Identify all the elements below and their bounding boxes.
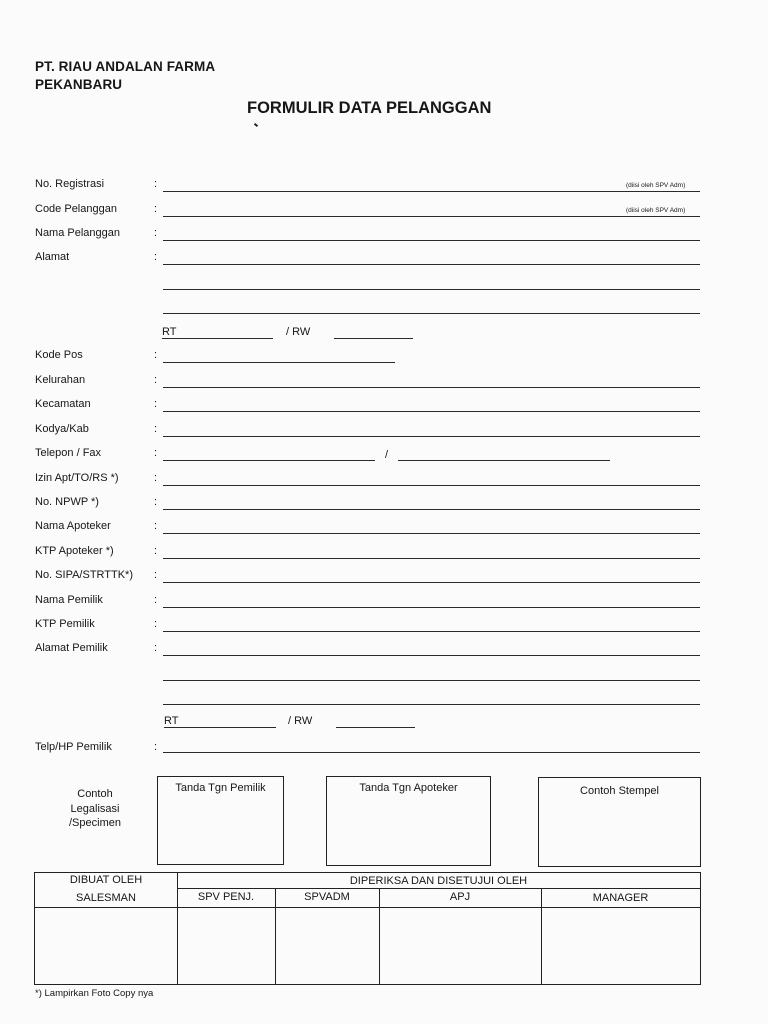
field-colon: : bbox=[154, 496, 158, 508]
field-input-line[interactable] bbox=[163, 533, 700, 534]
company-city: PEKANBARU bbox=[35, 77, 123, 92]
field-colon: : bbox=[154, 349, 158, 361]
owner-signature-box[interactable] bbox=[157, 776, 284, 865]
field-label: Nama Apoteker bbox=[35, 520, 111, 532]
field-input-line[interactable] bbox=[163, 558, 700, 559]
specimen-label-line: /Specimen bbox=[69, 817, 121, 829]
field-input-line[interactable] bbox=[163, 582, 700, 583]
field-label: No. NPWP *) bbox=[35, 496, 99, 508]
pharmacist-signature-caption: Tanda Tgn Apoteker bbox=[359, 782, 458, 794]
rw-input-line[interactable] bbox=[334, 338, 413, 339]
field-input-line[interactable] bbox=[163, 509, 700, 510]
field-label: Kecamatan bbox=[35, 398, 91, 410]
rt-input-line[interactable] bbox=[164, 727, 276, 728]
owner-signature-caption: Tanda Tgn Pemilik bbox=[175, 782, 266, 794]
field-label: Nama Pemilik bbox=[35, 594, 103, 606]
rw-label: / RW bbox=[288, 715, 313, 727]
field-colon: : bbox=[154, 642, 158, 654]
rw-label: / RW bbox=[286, 326, 311, 338]
spv-penj-signature-cell[interactable] bbox=[178, 908, 275, 984]
specimen-label-line: Legalisasi bbox=[70, 802, 120, 815]
stamp-caption: Contoh Stempel bbox=[580, 785, 659, 797]
manager-signature-cell[interactable] bbox=[542, 908, 700, 984]
spv-adm-signature-cell[interactable] bbox=[276, 908, 379, 984]
field-colon: : bbox=[154, 374, 158, 386]
field-colon: : bbox=[154, 203, 158, 215]
field-input-line[interactable] bbox=[163, 752, 700, 753]
field-input-line[interactable] bbox=[163, 436, 700, 437]
rw-input-line[interactable] bbox=[336, 727, 415, 728]
field-label: Code Pelanggan bbox=[35, 203, 117, 215]
pharmacist-signature-box[interactable] bbox=[326, 776, 491, 866]
field-label: No. SIPA/STRTTK*) bbox=[35, 569, 134, 581]
field-input-line[interactable] bbox=[163, 191, 700, 192]
column-salesman: SALESMAN bbox=[76, 892, 136, 904]
field-input-line[interactable] bbox=[163, 240, 700, 241]
specimen-label bbox=[55, 787, 135, 831]
field-label: Izin Apt/TO/RS *) bbox=[35, 472, 119, 484]
rt-label: RT bbox=[164, 715, 179, 727]
rt-label: RT bbox=[162, 326, 177, 338]
field-input-line[interactable] bbox=[163, 387, 700, 388]
field-label: Kode Pos bbox=[35, 349, 83, 361]
field-label: Kelurahan bbox=[35, 374, 86, 386]
field-input-line[interactable] bbox=[163, 704, 700, 705]
stamp-box[interactable] bbox=[538, 777, 701, 867]
field-label: Nama Pelanggan bbox=[35, 227, 121, 239]
field-input-line[interactable] bbox=[163, 289, 700, 290]
field-label: No. Registrasi bbox=[35, 178, 105, 190]
field-label: KTP Pemilik bbox=[35, 618, 95, 630]
approval-table bbox=[34, 872, 701, 985]
field-input-line[interactable] bbox=[163, 362, 395, 363]
table-divider bbox=[178, 888, 700, 889]
column-spv-penj: SPV PENJ. bbox=[197, 891, 255, 903]
rt-input-line[interactable] bbox=[162, 338, 273, 339]
form-title: FORMULIR DATA PELANGGAN bbox=[247, 99, 492, 117]
apj-signature-cell[interactable] bbox=[380, 908, 541, 984]
field-colon: : bbox=[154, 178, 158, 190]
field-label: Telp/HP Pemilik bbox=[35, 741, 112, 753]
field-input-line[interactable] bbox=[163, 485, 700, 486]
field-colon: : bbox=[154, 545, 158, 557]
column-spv-adm: SPVADM bbox=[304, 891, 350, 903]
company-name: PT. RIAU ANDALAN FARMA bbox=[35, 59, 216, 74]
field-label: Alamat bbox=[35, 251, 70, 263]
field-input-line[interactable] bbox=[163, 313, 700, 314]
field-colon: : bbox=[154, 472, 158, 484]
field-note: (diisi oleh SPV Adm) bbox=[626, 207, 686, 214]
field-colon: : bbox=[154, 741, 158, 753]
field-input-line[interactable] bbox=[163, 607, 700, 608]
telepon-fax-separator: / bbox=[385, 449, 389, 461]
field-colon: : bbox=[154, 569, 158, 581]
column-manager: MANAGER bbox=[592, 892, 649, 904]
field-colon: : bbox=[154, 594, 158, 606]
field-label: Kodya/Kab bbox=[35, 423, 89, 435]
salesman-signature-cell[interactable] bbox=[35, 908, 177, 984]
field-colon: : bbox=[154, 423, 158, 435]
telepon-input-line[interactable] bbox=[163, 460, 375, 461]
checked-by-header: DIPERIKSA DAN DISETUJUI OLEH bbox=[349, 875, 528, 887]
field-colon: : bbox=[154, 227, 158, 239]
fax-input-line[interactable] bbox=[398, 460, 610, 461]
field-colon: : bbox=[154, 520, 158, 532]
field-input-line[interactable] bbox=[163, 216, 700, 217]
field-input-line[interactable] bbox=[163, 680, 700, 681]
field-input-line[interactable] bbox=[163, 655, 700, 656]
pen-mark bbox=[254, 123, 258, 127]
field-colon: : bbox=[154, 618, 158, 630]
field-colon: : bbox=[154, 251, 158, 263]
field-label: Alamat Pemilik bbox=[35, 642, 108, 654]
specimen-label-line: Contoh bbox=[77, 788, 113, 800]
field-label: Telepon / Fax bbox=[35, 447, 102, 459]
field-colon: : bbox=[154, 398, 158, 410]
field-input-line[interactable] bbox=[163, 264, 700, 265]
field-input-line[interactable] bbox=[163, 411, 700, 412]
field-colon: : bbox=[154, 447, 158, 459]
column-apj: APJ bbox=[449, 891, 471, 903]
made-by-header: DIBUAT OLEH bbox=[69, 874, 143, 886]
field-label: KTP Apoteker *) bbox=[35, 545, 114, 557]
field-note: (diisi oleh SPV Adm) bbox=[626, 182, 686, 189]
footnote: *) Lampirkan Foto Copy nya bbox=[35, 988, 154, 999]
field-input-line[interactable] bbox=[163, 631, 700, 632]
